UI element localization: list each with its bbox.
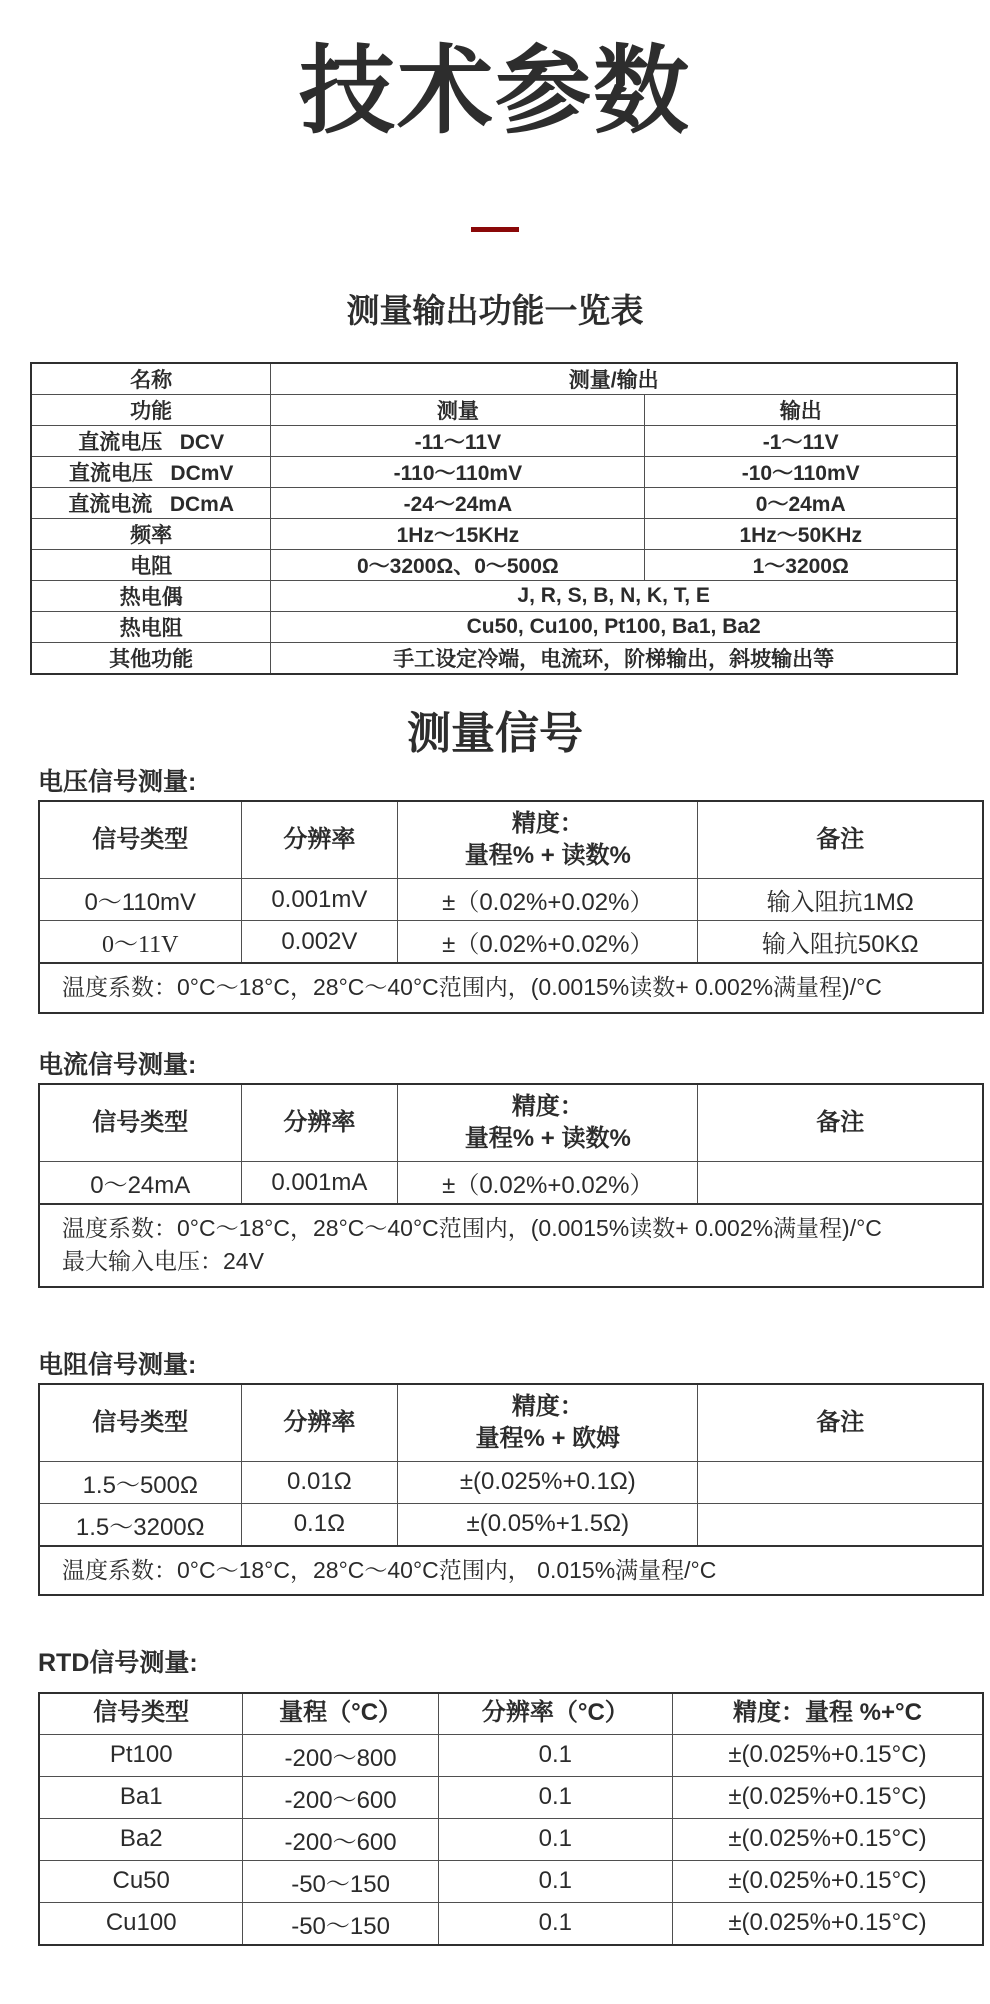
table-cell: ±(0.025%+0.15°C)	[672, 1734, 983, 1776]
table-header-row	[39, 801, 983, 879]
table-row	[31, 456, 957, 487]
table-cell: 1.5～3200Ω	[39, 1503, 241, 1546]
table-cell: -110～110mV	[271, 456, 645, 487]
table-cell: 名称	[31, 363, 271, 395]
table-row	[31, 642, 957, 674]
current-section-label: 电流信号测量:	[38, 1050, 197, 1079]
table-cell: 其他功能	[31, 642, 271, 674]
table-footnote-row	[39, 1546, 983, 1595]
column-header: 信号类型	[39, 1084, 241, 1162]
column-header: 备注	[698, 1084, 983, 1162]
table-row	[39, 1461, 983, 1503]
column-header: 精度： 量程% + 读数%	[398, 1084, 698, 1162]
table-row	[31, 580, 957, 611]
table-cell: 直流电流 DCmA	[31, 487, 271, 518]
red-divider-line	[471, 227, 519, 232]
table-cell: 频率	[31, 518, 271, 549]
rtd-table	[38, 1692, 984, 1946]
table-cell: -10～110mV	[645, 456, 957, 487]
current-table	[38, 1083, 984, 1288]
table-cell	[698, 1162, 983, 1205]
rtd-section-label: RTD信号测量:	[38, 1649, 198, 1678]
table-row	[31, 487, 957, 518]
column-header: 精度： 量程% + 读数%	[398, 801, 698, 879]
voltage-section-label: 电压信号测量:	[38, 768, 197, 797]
table-cell: ±(0.025%+0.15°C)	[672, 1776, 983, 1818]
table-cell: 0～24mA	[39, 1162, 241, 1205]
table-cell: 热电偶	[31, 580, 271, 611]
table-row	[31, 611, 957, 642]
table-cell: ±(0.025%+0.15°C)	[672, 1902, 983, 1945]
table-cell: Ba1	[39, 1776, 243, 1818]
table-cell: -1～11V	[645, 425, 957, 456]
table-cell: -200～600	[243, 1776, 438, 1818]
table-cell: 0～11V	[39, 921, 241, 964]
column-header: 信号类型	[39, 1384, 241, 1462]
table-row	[39, 1902, 983, 1945]
column-header: 量程（°C）	[243, 1693, 438, 1735]
table-cell: -200～600	[243, 1818, 438, 1860]
table-cell: 输入阻抗50KΩ	[698, 921, 983, 964]
table-cell: ±(0.05%+1.5Ω)	[398, 1503, 698, 1546]
table-row	[39, 1776, 983, 1818]
table-cell: 热电阻	[31, 611, 271, 642]
table-footnote-row	[39, 963, 983, 1012]
table-footnote: 温度系数：0°C～18°C，28°C～40°C范围内，(0.0015%读数+ 0.002%满量程)/°C	[39, 963, 983, 1012]
table-cell: -50～150	[243, 1860, 438, 1902]
table-cell: 功能	[31, 394, 271, 425]
table-cell: 0.001mV	[241, 879, 398, 921]
column-header: 分辨率	[241, 1084, 398, 1162]
table-footnote: 温度系数：0°C～18°C，28°C～40°C范围内，(0.0015%读数+ 0.002%满量程)/°C 最大输入电压：24V	[39, 1204, 983, 1287]
table-cell: ±(0.025%+0.1Ω)	[398, 1461, 698, 1503]
column-header: 精度： 量程% + 欧姆	[398, 1384, 698, 1462]
table-row	[39, 1162, 983, 1205]
table-row	[39, 1860, 983, 1902]
table-cell: 0.1	[438, 1734, 672, 1776]
table-cell: 0～110mV	[39, 879, 241, 921]
column-header: 信号类型	[39, 801, 241, 879]
table-cell: 0.1	[438, 1902, 672, 1945]
table-cell: 1.5～500Ω	[39, 1461, 241, 1503]
table-cell: 输出	[645, 394, 957, 425]
table-row	[31, 518, 957, 549]
table-cell: Ba2	[39, 1818, 243, 1860]
table-row	[31, 394, 957, 425]
table-cell: Pt100	[39, 1734, 243, 1776]
table-cell: -50～150	[243, 1902, 438, 1945]
table-cell: 0.1	[438, 1818, 672, 1860]
table-cell: J, R, S, B, N, K, T, E	[271, 580, 957, 611]
page-title: 技术参数	[299, 38, 691, 145]
column-header: 分辨率（°C）	[438, 1693, 672, 1735]
resistance-section-label: 电阻信号测量:	[38, 1350, 197, 1379]
voltage-table	[38, 800, 984, 1013]
table-cell: 直流电压 DCmV	[31, 456, 271, 487]
table-row	[31, 549, 957, 580]
table-cell: 电阻	[31, 549, 271, 580]
table-row	[39, 921, 983, 964]
column-header: 分辨率	[241, 1384, 398, 1462]
table-cell: -24～24mA	[271, 487, 645, 518]
column-header: 精度：量程 %+°C	[672, 1693, 983, 1735]
column-header: 备注	[698, 1384, 983, 1462]
measure-signal-heading: 测量信号	[407, 708, 583, 758]
table-cell: Cu50, Cu100, Pt100, Ba1, Ba2	[271, 611, 957, 642]
table-cell: 手工设定冷端，电流环，阶梯输出，斜坡输出等	[271, 642, 957, 674]
table-cell: 0～3200Ω、0～500Ω	[271, 549, 645, 580]
table-cell	[698, 1503, 983, 1546]
table-row	[31, 425, 957, 456]
table-row	[39, 1734, 983, 1776]
table-cell: 0.001mA	[241, 1162, 398, 1205]
table-cell: -200～800	[243, 1734, 438, 1776]
table-cell: Cu100	[39, 1902, 243, 1945]
table-cell: ±（0.02%+0.02%）	[398, 1162, 698, 1205]
table-cell: 直流电压 DCV	[31, 425, 271, 456]
table-cell: 输入阻抗1MΩ	[698, 879, 983, 921]
table-row	[39, 1818, 983, 1860]
table-cell: 0.1Ω	[241, 1503, 398, 1546]
table-footnote: 温度系数：0°C～18°C，28°C～40°C范围内， 0.015%满量程/°C	[39, 1546, 983, 1595]
table-row	[31, 363, 957, 395]
column-header: 信号类型	[39, 1693, 243, 1735]
table-cell: ±（0.02%+0.02%）	[398, 921, 698, 964]
table-cell: 1～3200Ω	[645, 549, 957, 580]
table-cell	[698, 1461, 983, 1503]
table-cell: 测量	[271, 394, 645, 425]
table-cell: 0.1	[438, 1860, 672, 1902]
table-cell: 0.002V	[241, 921, 398, 964]
resistance-table	[38, 1383, 984, 1596]
table-cell: ±(0.025%+0.15°C)	[672, 1818, 983, 1860]
table-header-row	[39, 1084, 983, 1162]
table-header-row	[39, 1693, 983, 1735]
column-header: 备注	[698, 801, 983, 879]
table-cell: ±(0.025%+0.15°C)	[672, 1860, 983, 1902]
table-footnote-row	[39, 1204, 983, 1287]
table-cell: 0.01Ω	[241, 1461, 398, 1503]
table-cell: 0～24mA	[645, 487, 957, 518]
table-cell: Cu50	[39, 1860, 243, 1902]
table-cell: 测量/输出	[271, 363, 957, 395]
table-cell: 0.1	[438, 1776, 672, 1818]
overview-table	[30, 362, 958, 675]
column-header: 分辨率	[241, 801, 398, 879]
table-cell: -11～11V	[271, 425, 645, 456]
table-cell: 1Hz～50KHz	[645, 518, 957, 549]
overview-table-heading: 测量输出功能一览表	[346, 291, 644, 329]
table-row	[39, 1503, 983, 1546]
table-cell: 1Hz～15KHz	[271, 518, 645, 549]
table-row	[39, 879, 983, 921]
table-cell: ±（0.02%+0.02%）	[398, 879, 698, 921]
table-header-row	[39, 1384, 983, 1462]
